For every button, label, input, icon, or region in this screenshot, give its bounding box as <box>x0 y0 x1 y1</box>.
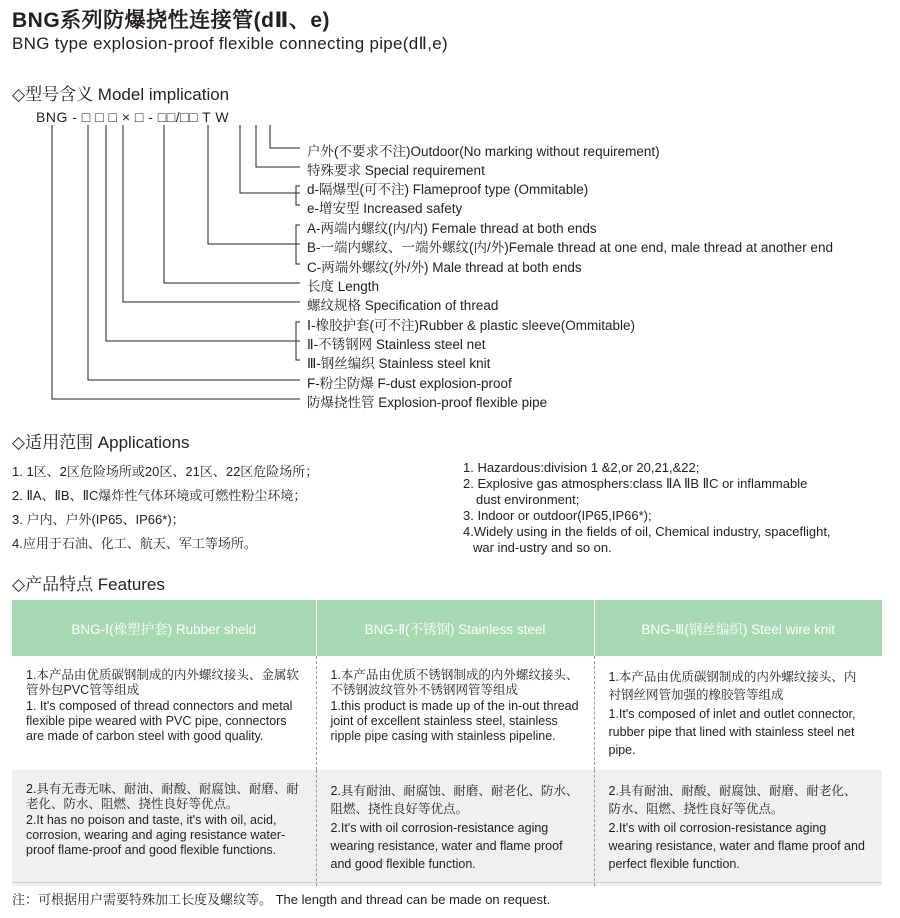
feature-cn: 1.本产品由优质碳钢制成的内外螺纹接头、内衬钢丝网管加强的橡胶管等组成 <box>608 670 857 702</box>
app-en-2: 2. Explosive gas atmosphers:class ⅡA ⅡB ⅡC or inflammable <box>463 476 808 491</box>
label-thread-a: A-两端内螺纹(内/内) Female thread at both ends <box>307 221 597 236</box>
label-rubber-sleeve: Ⅰ-橡胶护套(可不注)Rubber & plastic sleeve(Ommitable) <box>307 318 636 333</box>
app-cn-4: 4.应用于石油、化工、航天、军工等场所。 <box>12 536 257 551</box>
feature-cn: 2.具有无毒无味、耐油、耐酸、耐腐蚀、耐磨、耐老化、防水、阻燃、挠性良好等优点。 <box>26 782 299 811</box>
feature-en: 1. It's composed of thread connectors and metal flexible pipe weared with PVC pipe, connectors are made of carbon steel with good quality. <box>26 699 293 743</box>
features-table <box>12 600 882 886</box>
feature-en: 2.It's with oil corrosion-resistance aging wearing resistance, water and flame proof and perfect flexible function. <box>608 821 865 871</box>
label-flexible-pipe: 防爆挠性管 Explosion-proof flexible pipe <box>307 395 548 410</box>
label-steel-knit: Ⅲ-钢丝编织 Stainless steel knit <box>307 356 491 371</box>
title-en: BNG type explosion-proof flexible connecting pipe(dⅡ,e) <box>12 34 448 53</box>
feature-en: 1.It's composed of inlet and outlet connector, rubber pipe that lined with stainless steel net pipe. <box>608 707 856 757</box>
label-flameproof: d-隔爆型(可不注) Flameproof type (Ommitable) <box>307 182 589 197</box>
table-cell <box>12 656 316 770</box>
feature-en: 2.It has no poison and taste, it's with oil, acid, corrosion, wearing and aging resistance water-proof flame-proof and good flexible functions. <box>26 813 286 857</box>
label-special-requirement: 特殊要求 Special requirement <box>307 163 485 178</box>
app-cn-1: 1. 1区、2区危险场所或20区、21区、22区危险场所； <box>12 464 319 479</box>
col-steel-wire-knit: BNG-Ⅲ(钢丝编织) Steel wire knit <box>594 600 882 656</box>
table-cell <box>12 770 316 886</box>
table-row <box>12 656 882 770</box>
label-length: 长度 Length <box>307 279 380 294</box>
label-thread-spec: 螺纹规格 Specification of thread <box>307 298 499 313</box>
app-en-3: 3. Indoor or outdoor(IP65,IP66*); <box>463 508 652 523</box>
table-cell <box>594 770 882 886</box>
feature-en: 1.this product is made up of the in-out thread joint of excellent stainless steel, stainless ripple pipe casing with stainless pipeline. <box>330 699 579 743</box>
model-heading: ◇型号含义 Model implication <box>12 85 230 104</box>
feature-cn: 2.具有耐油、耐腐蚀、耐磨、耐老化、防水、阻燃、挠性良好等优点。 <box>330 784 579 816</box>
app-cn-2: 2. ⅡA、ⅡB、ⅡC爆炸性气体环境或可燃性粉尘环境； <box>12 488 307 503</box>
feature-cn: 1.本产品由优质不锈钢制成的内外螺纹接头、不锈钢波纹管外不锈钢网管等组成 <box>330 668 579 697</box>
app-en-2b: dust environment; <box>476 492 580 507</box>
feature-cn: 1.本产品由优质碳钢制成的内外螺纹接头、金属软管外包PVC管等组成 <box>26 668 299 697</box>
app-en-1: 1. Hazardous:division 1 &2,or 20,21,&22; <box>463 460 700 475</box>
label-thread-b: B-一端内螺纹、一端外螺纹(内/外)Female thread at one end, male thread at another end <box>307 240 833 255</box>
table-row <box>12 770 882 886</box>
app-cn-3: 3. 户内、户外(IP65、IP66*)； <box>12 512 185 527</box>
feature-en: 2.It's with oil corrosion-resistance aging wearing resistance, water and flame proof and good flexible function. <box>330 821 563 871</box>
applications-heading: ◇适用范围 Applications <box>12 433 190 452</box>
features-heading: ◇产品特点 Features <box>12 575 165 594</box>
title-cn: BNG系列防爆挠性连接管(dⅡ、e) <box>12 9 330 32</box>
label-outdoor: 户外(不要求不注)Outdoor(No marking without requirement) <box>307 144 660 159</box>
label-thread-c: C-两端外螺纹(外/外) Male thread at both ends <box>307 260 582 275</box>
table-cell <box>316 656 594 770</box>
divider <box>12 882 882 883</box>
table-cell <box>316 770 594 886</box>
table-cell <box>594 656 882 770</box>
app-en-4: 4.Widely using in the fields of oil, Chemical industry, spaceflight, <box>463 524 831 539</box>
model-code: BNG - □ □ □ × □ - □□/□□ T W <box>36 109 230 125</box>
label-dust-proof: F-粉尘防爆 F-dust explosion-proof <box>307 376 512 391</box>
col-stainless-steel: BNG-Ⅱ(不锈钢) Stainless steel <box>316 600 594 656</box>
label-increased-safety: e-增安型 Increased safety <box>307 201 463 216</box>
col-rubber-sheld: BNG-Ⅰ(橡塑护套) Rubber sheld <box>12 600 316 656</box>
feature-cn: 2.具有耐油、耐酸、耐腐蚀、耐磨、耐老化、防水、阻燃、挠性良好等优点。 <box>608 784 857 816</box>
footnote: 注：可根据用户需要特殊加工长度及螺纹等。 The length and thread can be made on request. <box>12 892 551 907</box>
label-steel-net: Ⅱ-不锈钢网 Stainless steel net <box>307 337 486 352</box>
app-en-4b: war ind-ustry and so on. <box>473 540 612 555</box>
